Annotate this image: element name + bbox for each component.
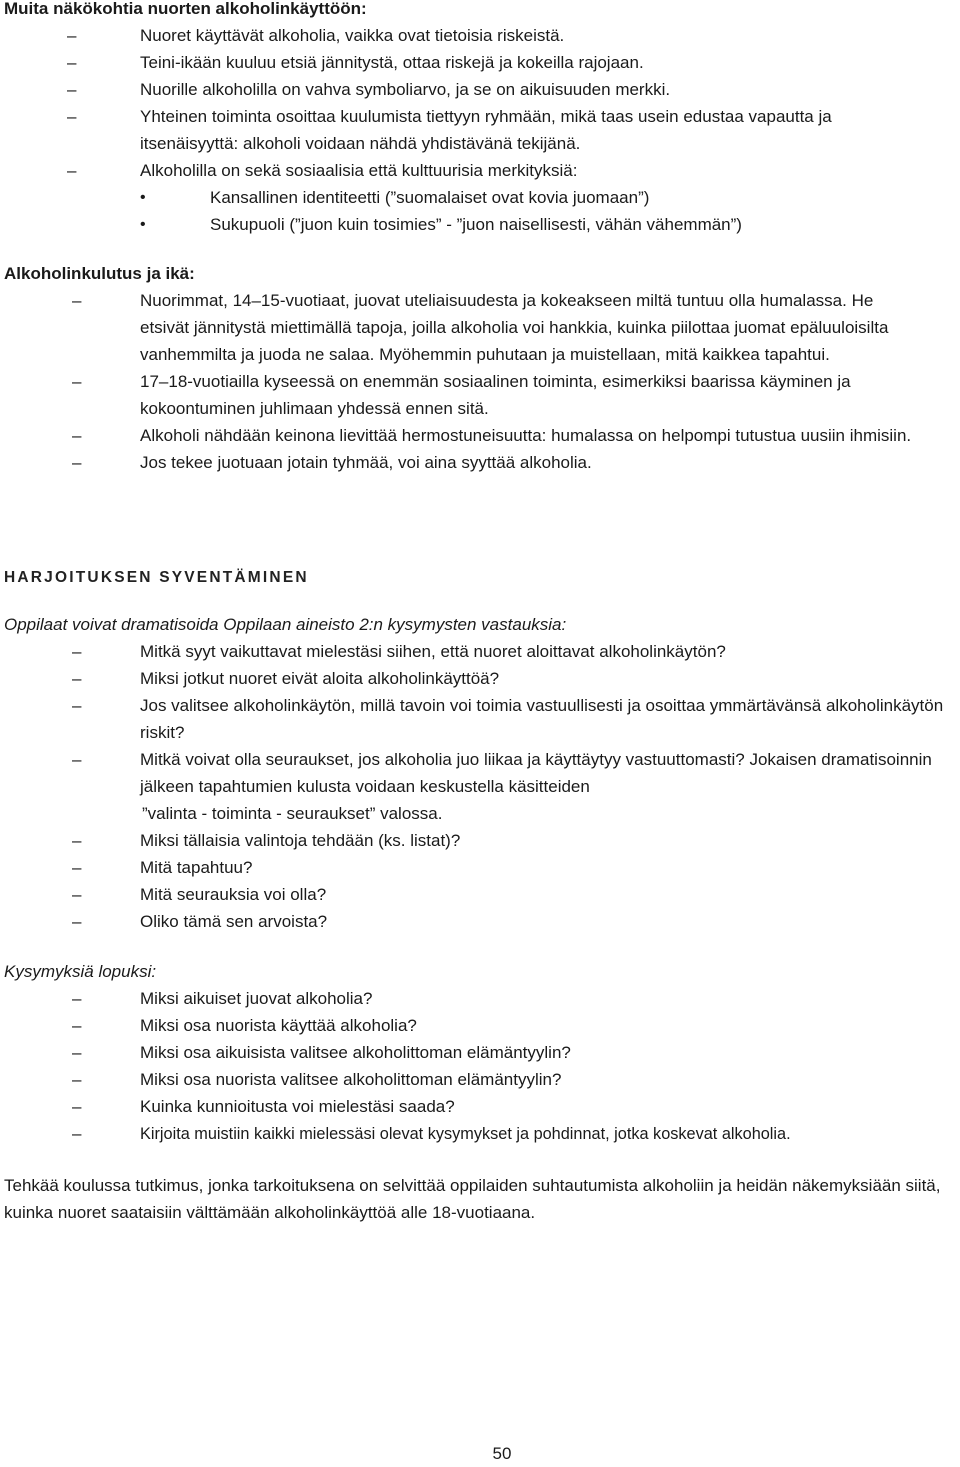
dash-marker: – xyxy=(67,80,77,99)
dash-marker: – xyxy=(67,107,77,126)
dash-marker: – xyxy=(72,426,82,445)
dash-list xyxy=(0,287,960,476)
list-item: – Oliko tämä sen arvoista? xyxy=(0,908,960,935)
dash-marker: – xyxy=(72,858,82,877)
bullet-item: • Sukupuoli (”juon kuin tosimies” - ”juon naisellisesti, vähän vähemmän”) xyxy=(140,211,954,238)
dash-marker: – xyxy=(72,831,82,850)
section-heading: Alkoholinkulutus ja ikä: xyxy=(4,264,195,283)
section-heading: HARJOITUKSEN SYVENTÄMINEN xyxy=(4,569,309,586)
dash-marker: – xyxy=(67,161,77,180)
page-number: 50 xyxy=(492,1444,512,1463)
dash-list xyxy=(0,22,960,238)
dash-marker: – xyxy=(72,1070,82,1089)
dash-marker: – xyxy=(72,669,82,688)
section-intro: Oppilaat voivat dramatisoida Oppilaan aineisto 2:n kysymysten vastauksia: xyxy=(4,615,567,634)
section-kysymyksia-lopuksi xyxy=(0,958,960,1148)
dash-marker: – xyxy=(72,885,82,904)
dash-marker: – xyxy=(72,291,82,310)
list-item: – Mitä seurauksia voi olla? xyxy=(0,881,960,908)
section-heading: Kysymyksiä lopuksi: xyxy=(4,962,157,981)
section-harjoituksen-syventaminen xyxy=(0,564,960,935)
dash-marker: – xyxy=(72,642,82,661)
dash-list xyxy=(0,638,960,935)
list-item: – Miksi aikuiset juovat alkoholia? xyxy=(0,985,960,1012)
bullet-marker: • xyxy=(140,189,146,206)
dash-marker: – xyxy=(67,53,77,72)
dash-marker: – xyxy=(72,372,82,391)
dash-marker: – xyxy=(67,26,77,45)
dash-marker: – xyxy=(72,453,82,472)
list-item: – Miksi osa aikuisista valitsee alkoholittoman elämäntyylin? xyxy=(0,1039,960,1066)
list-item: – Yhteinen toiminta osoittaa kuulumista tiettyyn ryhmään, mikä taas usein edustaa vapautta ja itsenäisyyttä: alkoholi voidaan nähdä yhdistävänä tekijänä. xyxy=(0,103,960,157)
dash-marker: – xyxy=(72,1043,82,1062)
dash-list xyxy=(0,985,960,1148)
list-item: – Alkoholi nähdään keinona lievittää hermostuneisuutta: humalassa on helpompi tutustua uusiin ihmisiin. xyxy=(0,422,920,449)
dash-marker: – xyxy=(72,989,82,1008)
list-item: – Miksi osa nuorista valitsee alkoholittoman elämäntyylin? xyxy=(0,1066,960,1093)
dash-marker: – xyxy=(72,1124,82,1143)
closing-paragraph: Tehkää koulussa tutkimus, jonka tarkoituksena on selvittää oppilaiden suhtautumista alkoholiin ja heidän näkemyksiään siitä, kuinka nuoret saataisiin välttämään alkoholinkäyttöä alle 18-vuotiaana. xyxy=(4,1176,941,1222)
section-muita-nakokohtia xyxy=(0,0,960,238)
list-item: – Nuoret käyttävät alkoholia, vaikka ovat tietoisia riskeistä. xyxy=(0,22,960,49)
bullet-list xyxy=(140,184,954,238)
bullet-item: • Kansallinen identiteetti (”suomalaiset ovat kovia juomaan”) xyxy=(140,184,954,211)
bullet-marker: • xyxy=(140,216,146,233)
dash-marker: – xyxy=(72,750,82,769)
list-item: – 17–18-vuotiailla kyseessä on enemmän sosiaalinen toiminta, esimerkiksi baarissa käyminen ja kokoontuminen juhlimaan yhdessä ennen sitä. xyxy=(0,368,920,422)
list-item: – Kirjoita muistiin kaikki mielessäsi olevat kysymykset ja pohdinnat, jotka koskevat alkoholia. xyxy=(0,1120,960,1148)
list-item: – Jos valitsee alkoholinkäytön, millä tavoin voi toimia vastuullisesti ja osoittaa ymmärtävänsä alkoholinkäytön riskit? xyxy=(0,692,960,746)
continuation-line: ”valinta - toiminta - seuraukset” valossa. xyxy=(142,804,443,823)
list-item: – Nuorimmat, 14–15-vuotiaat, juovat uteliaisuudesta ja kokeakseen miltä tuntuu olla humalassa. He etsivät jännitystä miettimällä tapoja, joilla alkoholia voi hankkia, kuinka piilottaa juomat epäluuloisilta vanhemmilta ja juoda ne salaa. Myöhemmin puhutaan ja muistellaan, mitä kaikkea tapahtui. xyxy=(0,287,920,368)
dash-marker: – xyxy=(72,1097,82,1116)
dash-marker: – xyxy=(72,696,82,715)
list-item: – Kuinka kunnioitusta voi mielestäsi saada? xyxy=(0,1093,960,1120)
list-item: – Alkoholilla on sekä sosiaalisia että kulttuurisia merkityksiä: • Kansallinen identiteetti (”suomalaiset ovat kovia juomaan”) • Sukupuoli (”juon kuin tosimies” - ”juon naisellisesti, vähän vähemmän”) xyxy=(0,157,960,238)
list-item: – Miksi osa nuorista käyttää alkoholia? xyxy=(0,1012,960,1039)
list-item: – Mitkä voivat olla seuraukset, jos alkoholia juo liikaa ja käyttäytyy vastuuttomasti? Jokaisen dramatisoinnin jälkeen tapahtumien kulusta voidaan keskustella käsitteiden ”valinta - toiminta - seuraukset” valossa. xyxy=(0,746,960,827)
dash-marker: – xyxy=(72,1016,82,1035)
section-heading: Muita näkökohtia nuorten alkoholinkäyttöön: xyxy=(4,0,367,18)
section-alkoholinkulutus xyxy=(0,260,960,476)
list-item: – Teini-ikään kuuluu etsiä jännitystä, ottaa riskejä ja kokeilla rajojaan. xyxy=(0,49,960,76)
list-item: – Miksi tällaisia valintoja tehdään (ks. listat)? xyxy=(0,827,960,854)
list-item: – Mitkä syyt vaikuttavat mielestäsi siihen, että nuoret aloittavat alkoholinkäytön? xyxy=(0,638,960,665)
list-item: – Mitä tapahtuu? xyxy=(0,854,960,881)
list-item: – Nuorille alkoholilla on vahva symboliarvo, ja se on aikuisuuden merkki. xyxy=(0,76,960,103)
dash-marker: – xyxy=(72,912,82,931)
list-item: – Miksi jotkut nuoret eivät aloita alkoholinkäyttöä? xyxy=(0,665,960,692)
list-item: – Jos tekee juotuaan jotain tyhmää, voi aina syyttää alkoholia. xyxy=(0,449,920,476)
